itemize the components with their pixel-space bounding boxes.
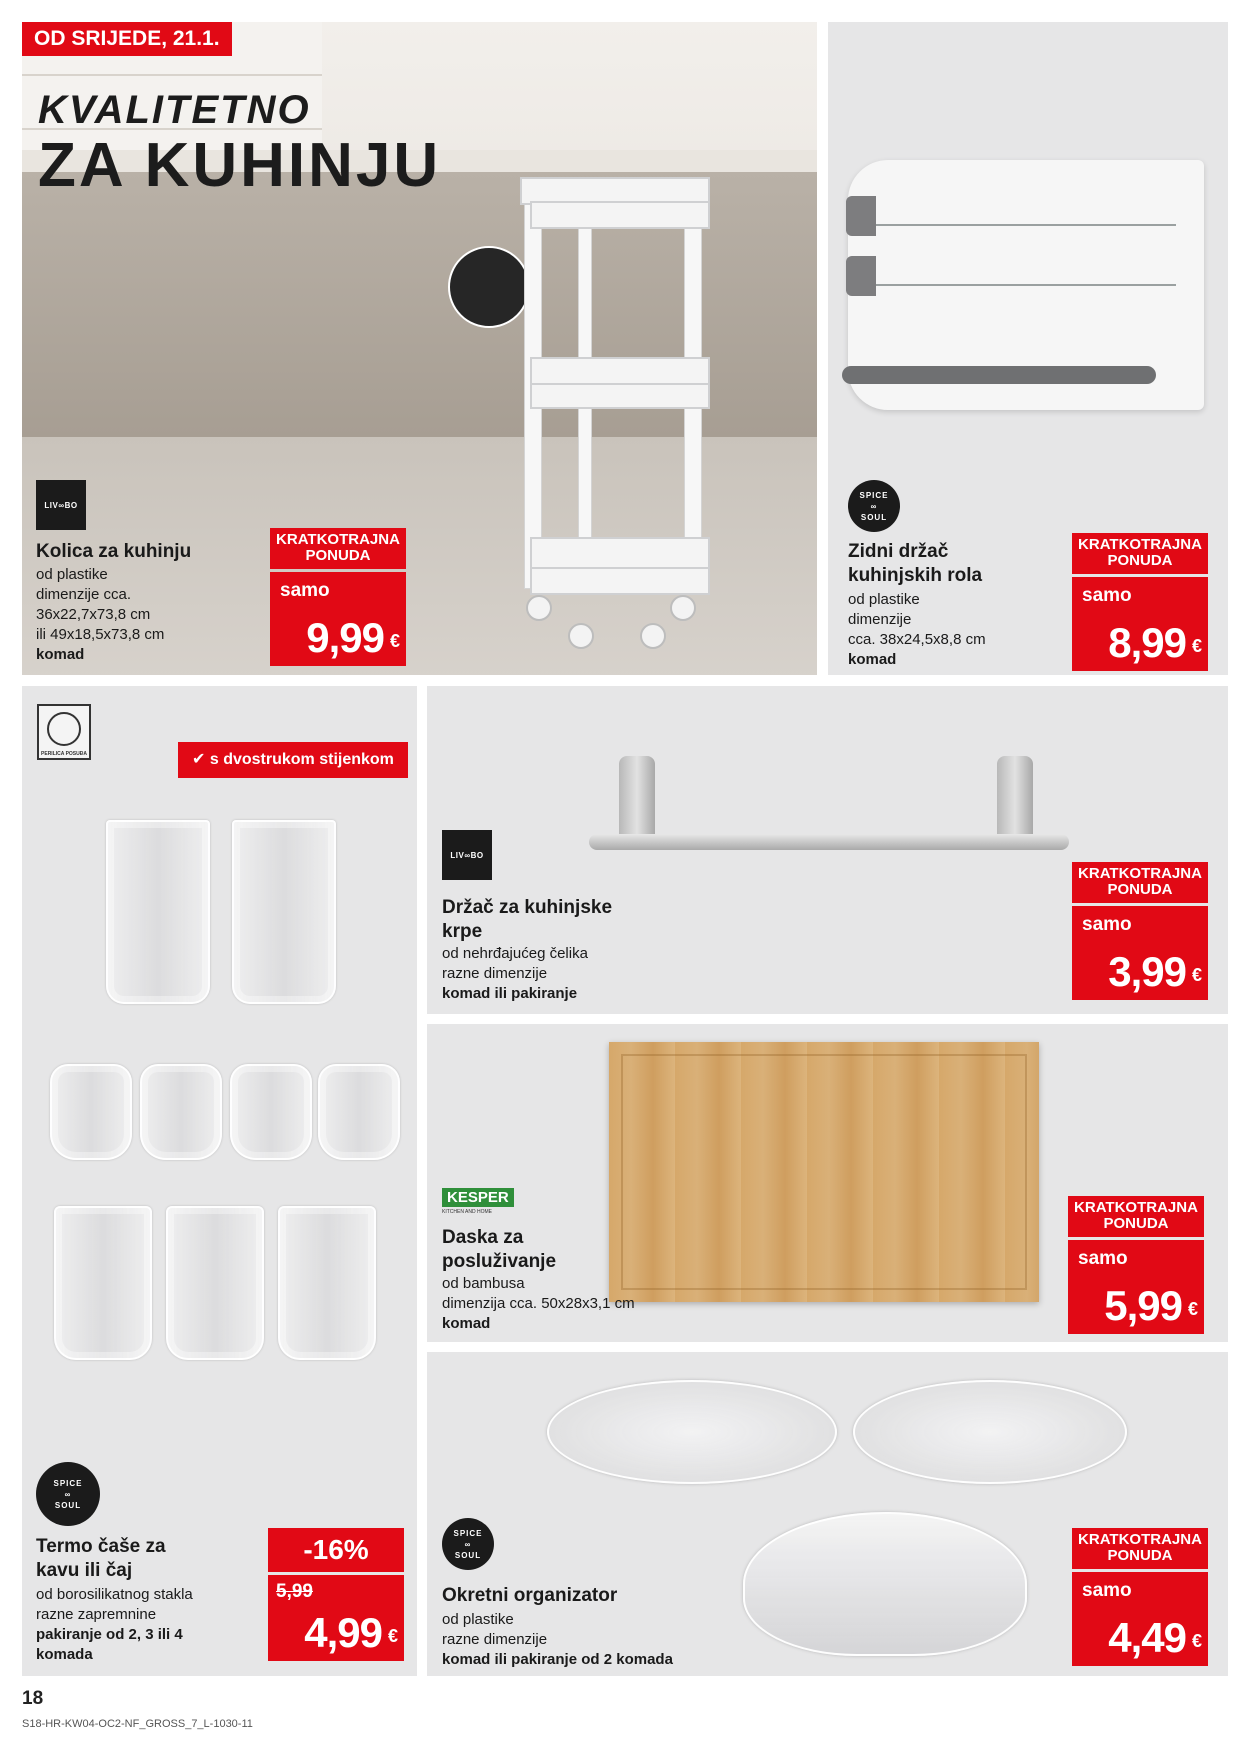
towel-holder-price-box: KRATKOTRAJNA PONUDA samo 3,99 € (1072, 862, 1208, 1000)
towel-holder-image (589, 756, 1069, 856)
organizer-price: 4,49 (1108, 1614, 1186, 1661)
towel-holder-description: od nehrđajućeg čelika razne dimenzije komad ili pakiranje (442, 945, 588, 1002)
board-price-box: KRATKOTRAJNA PONUDA samo 5,99 € (1068, 1196, 1204, 1334)
glasses-name: Termo čaše za kavu ili čaj (36, 1536, 166, 1581)
kitchen-cart-image (520, 177, 770, 647)
page-number: 18 (22, 1688, 44, 1709)
cart-description: od plastike dimenzije cca. 36x22,7x73,8 cm ili 49x18,5x73,8 cm komad (36, 566, 165, 663)
color-swatch-black (448, 246, 530, 328)
roll-holder-description: od plastike dimenzije cca. 38x24,5x8,8 cm komad (848, 591, 986, 668)
cart-price: 9,99 (306, 614, 384, 661)
organizer-name: Okretni organizator (442, 1585, 618, 1606)
date-badge: OD SRIJEDE, 21.1. (22, 22, 232, 56)
headline-line-2: ZA KUHINJU (38, 131, 442, 200)
roll-holder-price: 8,99 (1108, 619, 1186, 666)
towel-holder-price: 3,99 (1108, 948, 1186, 995)
spice-soul-logo: SPICE ∞ SOUL (442, 1518, 494, 1570)
headline-line-1: KVALITETNO (38, 88, 311, 132)
double-wall-badge: ✔ s dvostrukom stijenkom (178, 742, 408, 778)
board-description: od bambusa dimenzija cca. 50x28x3,1 cm komad (442, 1275, 635, 1332)
towel-holder-name: Držač za kuhinjske krpe (442, 897, 613, 942)
old-price: 5,99 (276, 1581, 313, 1602)
board-price: 5,99 (1104, 1282, 1182, 1329)
offer-label: KRATKOTRAJNA PONUDA (270, 528, 406, 569)
spice-soul-logo: SPICE ∞ SOUL (36, 1462, 100, 1526)
livbo-logo: LIV∞BO (442, 830, 492, 880)
livbo-logo: LIV∞BO (36, 480, 86, 530)
roll-holder-price-box: KRATKOTRAJNA PONUDA samo 8,99 € (1072, 533, 1208, 671)
cutting-board-image (609, 1042, 1039, 1302)
organizer-description: od plastike razne dimenzije komad ili pakiranje od 2 komada (442, 1611, 673, 1668)
discount-badge: -16% (268, 1528, 404, 1572)
glasses-price: 4,99 (304, 1609, 382, 1656)
spice-soul-logo: SPICE ∞ SOUL (848, 480, 900, 532)
board-name: Daska za posluživanje (442, 1227, 557, 1272)
cart-price-box: KRATKOTRAJNA PONUDA samo 9,99 € (270, 528, 406, 666)
roll-holder-image (842, 160, 1212, 450)
roll-holder-name: Zidni držač kuhinjskih rola (848, 541, 983, 586)
cart-name: Kolica za kuhinju (36, 541, 192, 562)
glasses-description: od borosilikatnog stakla razne zapremnine pakiranje od 2, 3 ili 4 komada (36, 1586, 193, 1663)
dishwasher-safe-icon: PERILICA POSUĐA (37, 704, 91, 760)
kesper-logo: KESPER KITCHEN AND HOME (442, 1188, 514, 1215)
organizer-price-box: KRATKOTRAJNA PONUDA samo 4,49 € (1072, 1528, 1208, 1666)
glasses-price-box: -16% 5,99 4,99 € (268, 1528, 404, 1661)
footer-code: S18-HR-KW04-OC2-NF_GROSS_7_L-1030-11 (22, 1718, 253, 1730)
